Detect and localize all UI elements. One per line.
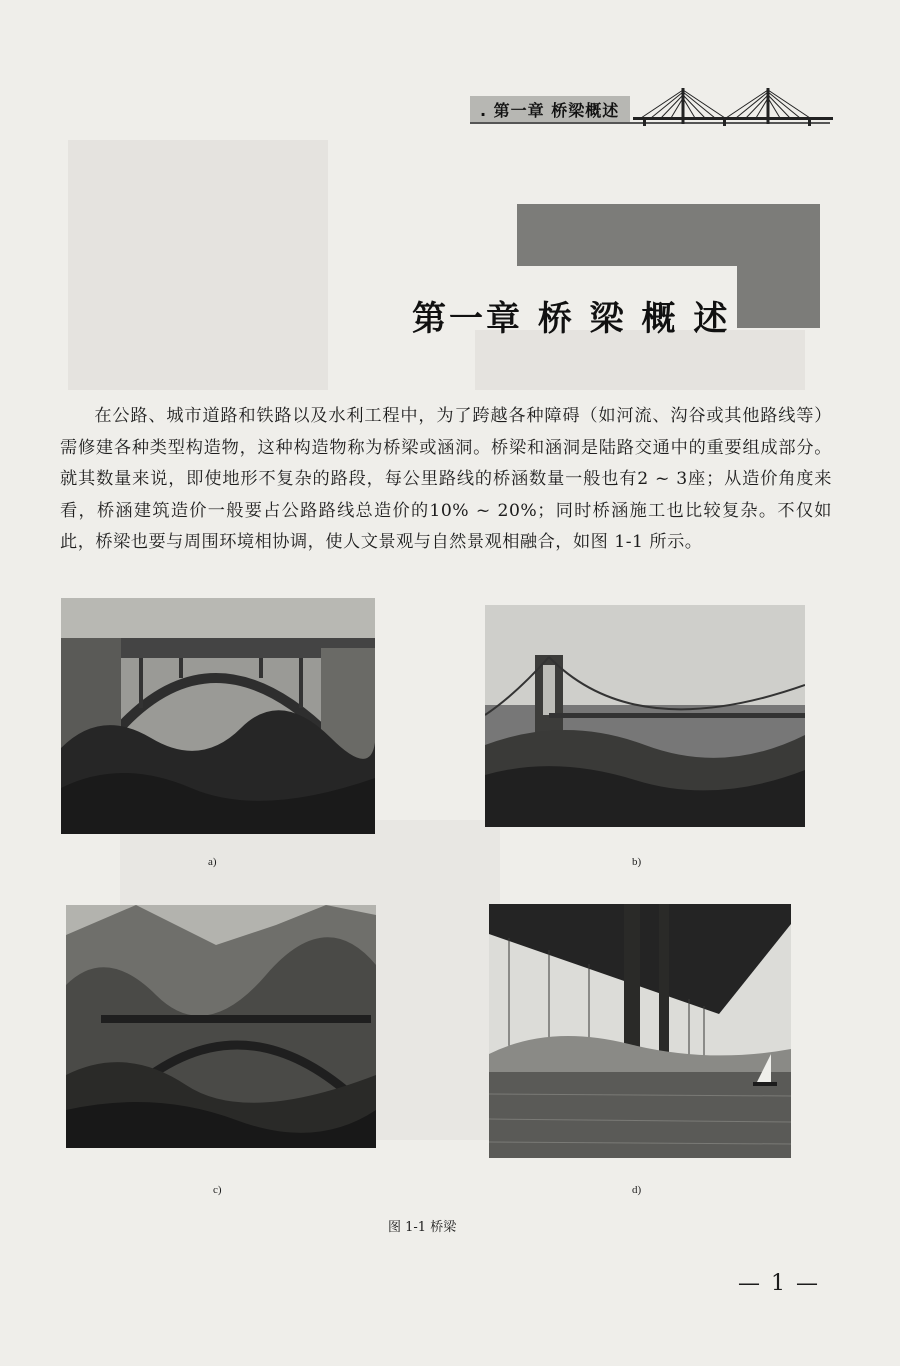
running-header-title: . 第一章 桥梁概述: [480, 101, 620, 120]
photo-d-golden-gate-bridge: [489, 904, 791, 1158]
chapter-block-side: [737, 204, 820, 328]
photo-a-arch-bridge: [61, 598, 375, 834]
chapter-title: 第一章 桥 梁 概 述: [412, 299, 731, 339]
page-number: — 1 —: [738, 1271, 820, 1296]
subcaption-c: c): [213, 1184, 222, 1196]
figure-caption: 图 1-1 桥梁: [388, 1220, 457, 1235]
subcaption-a: a): [208, 856, 217, 868]
cable-stayed-bridge-icon: [633, 84, 833, 126]
subcaption-d: d): [632, 1184, 642, 1196]
photo-c-valley-arch-bridge: [66, 905, 376, 1148]
subcaption-b: b): [632, 856, 642, 868]
body-paragraph: 在公路、城市道路和铁路以及水利工程中，为了跨越各种障碍（如河流、沟谷或其他路线等）需修建各种类型构造物，这种构造物称为桥梁或涵洞。桥梁和涵洞是陆路交通中的重要组成部分。就其数量来说，即使地形不复杂的路段，每公里路线的桥涵数量一般也有2 ~ 3座；从造价角度来看，桥涵建筑造价一般要占公路路线总造价的10% ~ 20%；同时桥涵施工也比较复杂。不仅如此，桥梁也要与周围环境相协调，使人文景观与自然景观相融合，如图 1-1 所示。: [60, 406, 832, 552]
photo-b-suspension-bridge: [485, 605, 805, 827]
ghost-photo-left: [68, 140, 328, 390]
